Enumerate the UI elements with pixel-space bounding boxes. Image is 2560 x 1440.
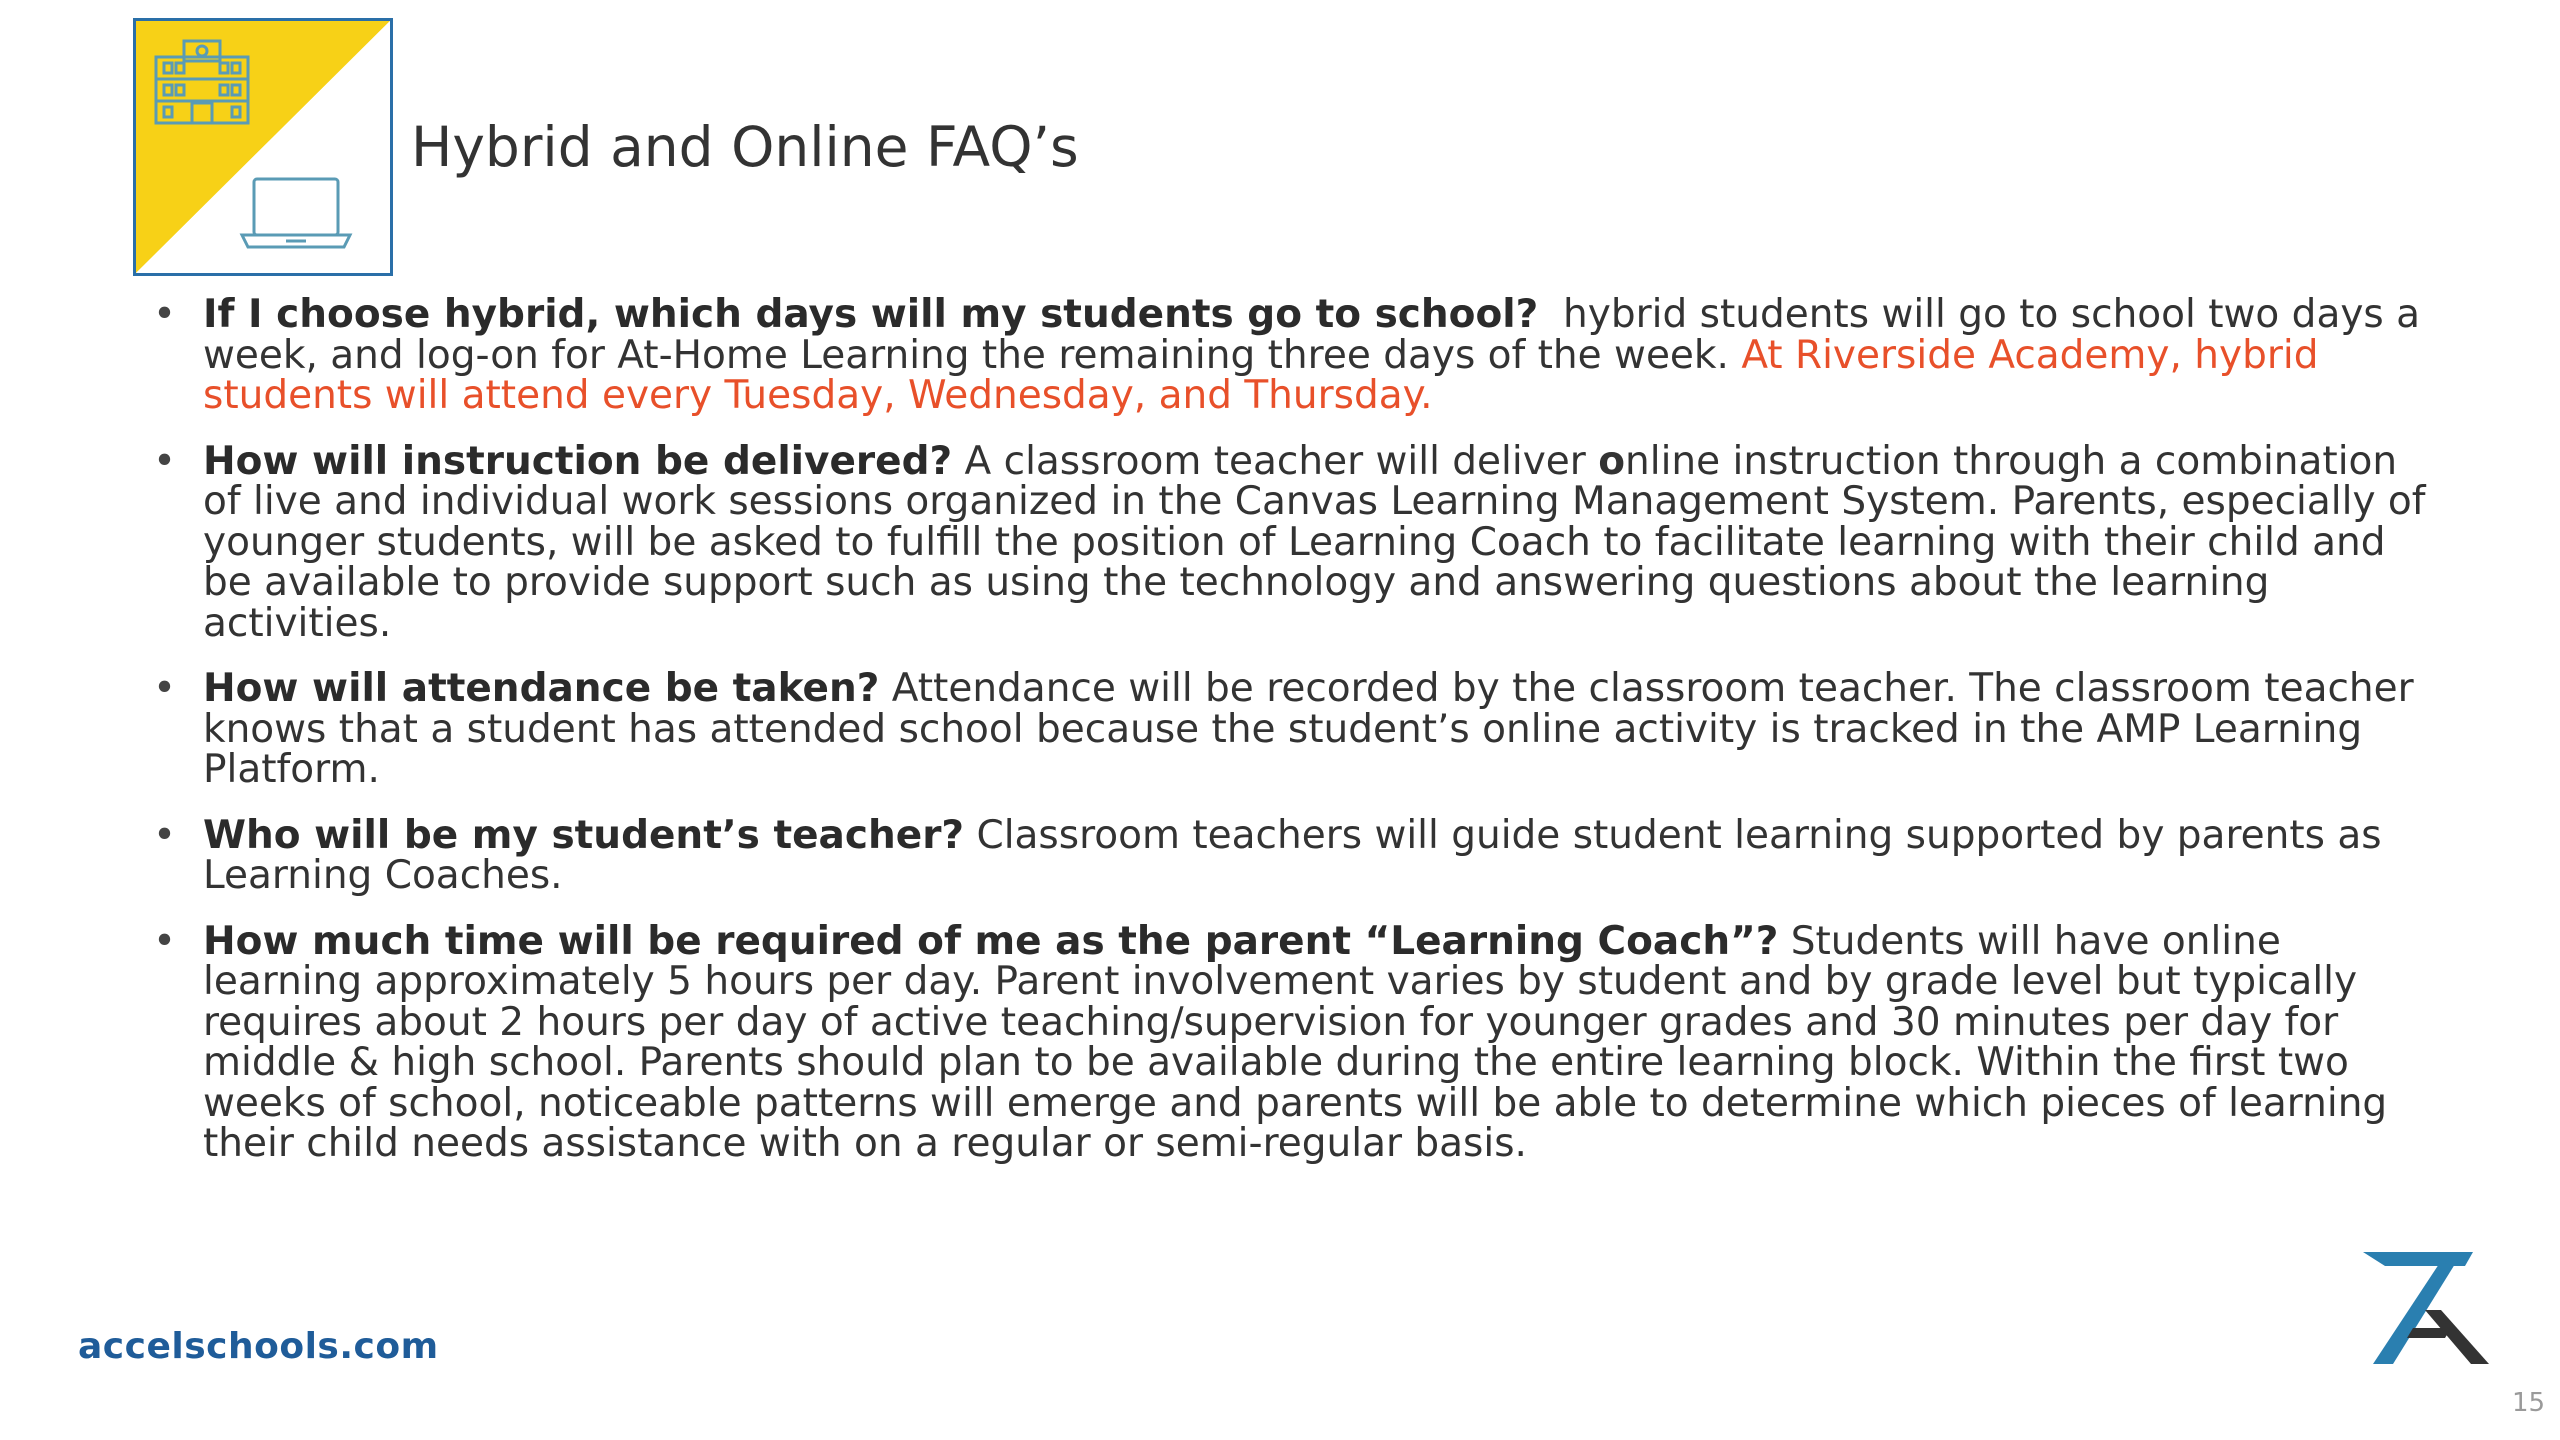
page-number: 15 <box>2512 1388 2546 1418</box>
faq-question: Who will be my student’s teacher? <box>203 812 965 858</box>
faq-answer: Students will have online learning approximately 5 hours per day. Parent involvement varies by student and by grade level but typically requires about 2 hours per day of active teaching/supervision for younger grades and 30 minutes per day for middle & high school. Parents should plan to be available during the entire learning block. Within the first two weeks of school, noticeable patterns will emerge and parents will be able to determine which pieces of learning their child needs assistance with on a regular or semi-regular basis. <box>203 918 2388 1166</box>
bullet: • <box>153 918 177 964</box>
bullet: • <box>153 292 177 337</box>
faq-answer-rest: nline instruction through a combination of live and individual work sessions organized in the Canvas Learning Management System. Parents, especially of younger students, will be asked to fulfill the position of Learning Coach to facilitate learning with their child and be available to provide support such as using the technology and answering questions about the learning activities. <box>203 438 2426 646</box>
faq-answer: hybrid students will go to school two days a week, and log-on for At-Home Learning the remaining three days of the week. <box>203 292 2433 378</box>
footer-url[interactable]: accelschools.com <box>78 1326 439 1367</box>
faq-answer: Attendance will be recorded by the classroom teacher. The classroom teacher knows that a student has attended school because the student’s online activity is tracked in the AMP Learning Platform. <box>203 666 2414 792</box>
faq-question: How will attendance be taken? <box>203 666 880 711</box>
faq-answer: Classroom teachers will guide student learning supported by parents as Learning Coaches. <box>203 812 2382 898</box>
faq-answer: A classroom teacher will deliver <box>952 438 1599 484</box>
school-building-and-laptop-icon <box>136 21 390 273</box>
list-item <box>150 292 2440 418</box>
faq-question: How will instruction be delivered? <box>203 438 953 484</box>
accel-a-logo-icon <box>2355 1250 2490 1365</box>
bullet: • <box>153 666 177 711</box>
faq-question: How much time will be required of me as the parent “Learning Coach”? <box>203 918 1779 964</box>
faq-list <box>150 292 2440 1190</box>
faq-question: If I choose hybrid, which days will my students go to school? <box>203 292 1539 337</box>
bullet: • <box>153 438 177 484</box>
header-icon-tile <box>133 18 393 276</box>
bullet: • <box>153 812 177 858</box>
faq-answer-bold-letter: o <box>1598 438 1626 484</box>
faq-highlight: At Riverside Academy, hybrid students will attend every Tuesday, Wednesday, and Thursday. <box>203 332 2319 418</box>
list-item <box>150 918 2440 1166</box>
list-item <box>150 666 2440 792</box>
page-title: Hybrid and Online FAQ’s <box>411 115 1079 179</box>
list-item <box>150 812 2440 898</box>
list-item <box>150 438 2440 646</box>
